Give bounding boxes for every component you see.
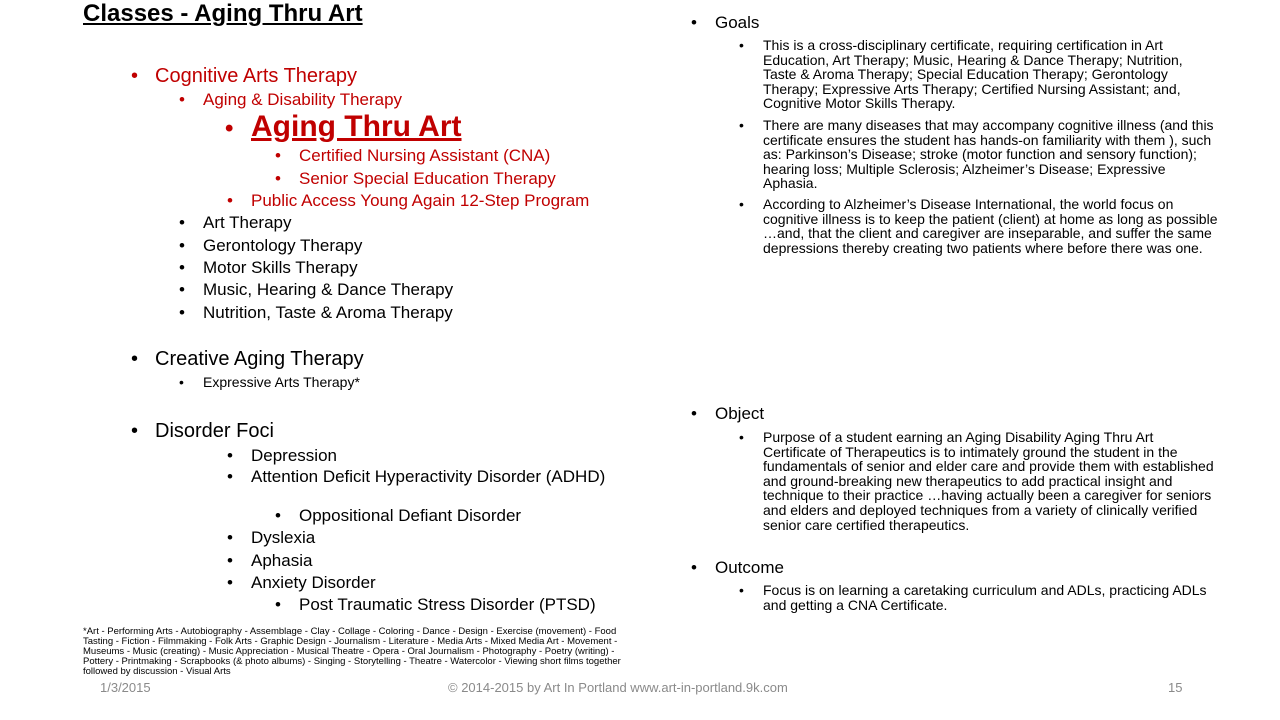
item-art-therapy: • Art Therapy — [203, 214, 292, 233]
outcome-heading: • Outcome — [715, 559, 784, 578]
item-depression: • Depression — [251, 447, 337, 466]
goals-point-1: • This is a cross-disciplinary certificate, requiring certification in Art Education, Art Therapy; Music, Hearing & Dance Therapy; Nutrition, Taste & Aroma Therapy; Special Education Therapy; Gerontology Therapy; Expressive Arts Therapy; Certified Nursing Assistant; and, Cognitive Motor Skills Therapy. — [763, 38, 1219, 111]
item-cna: • Certified Nursing Assistant (CNA) — [299, 147, 550, 166]
item-creative-aging-therapy: • Creative Aging Therapy — [155, 348, 364, 370]
item-aphasia: • Aphasia — [251, 552, 312, 571]
item-ptsd: • Post Traumatic Stress Disorder (PTSD) — [299, 596, 596, 615]
object-heading: • Object — [715, 405, 764, 424]
item-anxiety-disorder: • Anxiety Disorder — [251, 574, 376, 593]
object-point-1: • Purpose of a student earning an Aging Disability Aging Thru Art Certificate of Therapeutics is to intimately ground the student in the fundamentals of senior and elder care and provide them with established and ground-breaking new therapeutics to add practical insight and technique to their practice …having actually been a caregiver for seniors and elders and deployed techniques from a variety of clinically verified senior care certified therapeutics. — [763, 430, 1219, 532]
goals-point-2: • There are many diseases that may accompany cognitive illness (and this certificate ensures the student has hands-on familiarity with them ), such as: Parkinson’s Disease; stroke (motor function and sensory function); hearing loss; Multiple Sclerosis; Alzheimer’s Disease; Expressive Aphasia. — [763, 118, 1219, 191]
item-senior-special-education: • Senior Special Education Therapy — [299, 170, 556, 189]
goals-heading: • Goals — [715, 14, 759, 33]
goals-point-3: • According to Alzheimer’s Disease International, the world focus on cognitive illness is to keep the patient (client) at home as long as possible …and, that the client and caregiver are inseparable, and suffer the same depressions thereby creating two patients where before there was one. — [763, 197, 1219, 255]
footnote: *Art - Performing Arts - Autobiography - Assemblage - Clay - Collage - Coloring - Dance - Design - Exercise (movement) - Food Tasting - Fiction - Filmmaking - Folk Arts - Graphic Design - Journalism - Literature - Media Arts - Mixed Media Art - Movement - Museums - Music (creating) - Music Appreciation - Musical Theatre - Opera - Oral Journalism - Photography - Poetry (writing) - Pottery - Printmaking - Scrapbooks (& photo albums) - Singing - Storytelling - Theatre - Watercolor - Viewing short films together followed by discussion - Visual Arts — [83, 626, 621, 677]
item-adhd: • Attention Deficit Hyperactivity Disorder (ADHD) — [251, 469, 611, 485]
footer-date: 1/3/2015 — [100, 680, 151, 695]
item-oppositional-defiant: • Oppositional Defiant Disorder — [299, 507, 521, 526]
slide-title: Classes - Aging Thru Art — [83, 0, 363, 27]
item-disorder-foci: • Disorder Foci — [155, 420, 274, 442]
item-nutrition-taste-aroma: • Nutrition, Taste & Aroma Therapy — [203, 304, 453, 323]
item-motor-skills-therapy: • Motor Skills Therapy — [203, 259, 358, 278]
item-public-access-program: • Public Access Young Again 12-Step Program — [251, 192, 589, 211]
item-gerontology-therapy: • Gerontology Therapy — [203, 237, 362, 256]
item-dyslexia: • Dyslexia — [251, 529, 315, 548]
item-cognitive-arts-therapy: • Cognitive Arts Therapy — [155, 65, 357, 87]
footer-copyright: © 2014-2015 by Art In Portland www.art-in-portland.9k.com — [448, 680, 788, 695]
outcome-point-1: • Focus is on learning a caretaking curriculum and ADLs, practicing ADLs and getting a CNA Certificate. — [763, 583, 1219, 612]
footer-page-number: 15 — [1168, 680, 1183, 695]
item-expressive-arts-therapy: • Expressive Arts Therapy* — [203, 375, 360, 390]
item-aging-disability-therapy: • Aging & Disability Therapy — [203, 91, 402, 110]
item-music-hearing-dance: • Music, Hearing & Dance Therapy — [203, 281, 453, 300]
item-aging-thru-art: • Aging Thru Art — [251, 110, 462, 143]
